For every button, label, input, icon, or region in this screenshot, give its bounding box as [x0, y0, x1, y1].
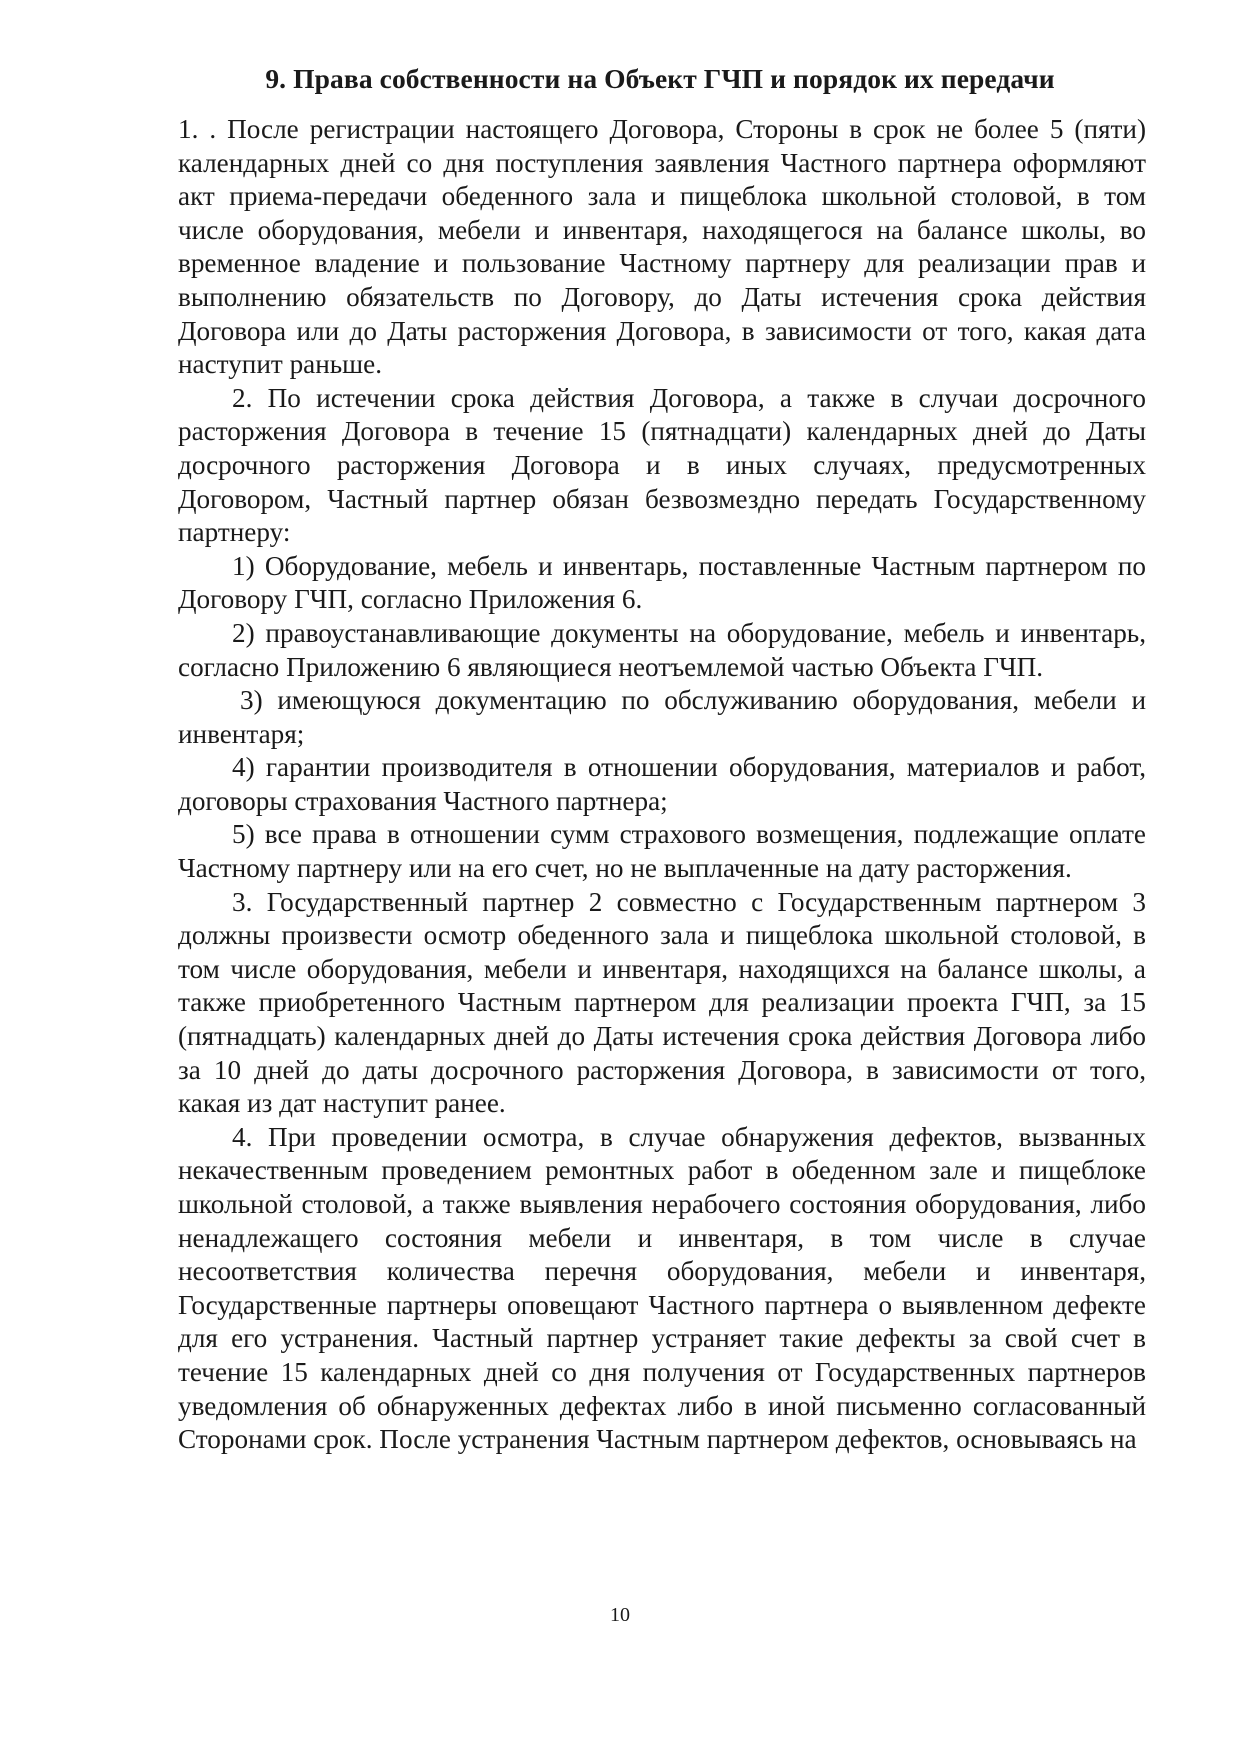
list-item-maintenance-docs: 3) имеющуюся документацию по обслуживанию оборудования, мебели и инвентаря;	[178, 685, 1146, 749]
paragraph-1-registration: 1. . После регистрации настоящего Договора, Стороны в срок не более 5 (пяти) календарных дней со дня поступления заявления Частного партнера оформляют акт приема-передачи обеденного зала и пищеблока школьной столовой, в том числе оборудования, мебели и инвентаря, находящегося на балансе школы, во временное владение и пользование Частному партнеру для реализации прав и выполнению обязательств по Договору, до Даты истечения срока действия Договора или до Даты расторжения Договора, в зависимости от того, какая дата наступит раньше.	[178, 114, 1146, 380]
list-item-warranties: 4) гарантии производителя в отношении оборудования, материалов и работ, договоры страхования Частного партнера;	[178, 752, 1146, 816]
section-heading: 9. Права собственности на Объект ГЧП и порядок их передачи	[265, 63, 1055, 94]
paragraph-3-inspection: 3. Государственный партнер 2 совместно с Государственным партнером 3 должны произвести осмотр обеденного зала и пищеблока школьной столовой, в том числе оборудования, мебели и инвентаря, находящихся на балансе школы, а также приобретенного Частным партнером для реализации проекта ГЧП, за 15 (пятнадцать) календарных дней до Даты истечения срока действия Договора либо за 10 дней до даты досрочного расторжения Договора, в зависимости от того, какая из дат наступит ранее.	[178, 886, 1146, 1119]
paragraph-4-defects: 4. При проведении осмотра, в случае обнаружения дефектов, вызванных некачественным проведением ремонтных работ в обеденном зале и пищеблоке школьной столовой, а также выявления нерабочего состояния оборудования, либо ненадлежащего состояния мебели и инвентаря, в том числе в случае несоответствия количества перечня оборудования, мебели и инвентаря, Государственные партнеры оповещают Частного партнера о выявленном дефекте для его устранения. Частный партнер устраняет такие дефекты за свой счет в течение 15 календарных дней со дня получения от Государственных партнеров уведомления об обнаруженных дефектах либо в иной письменно согласованный Сторонами срок. После устранения Частным партнером дефектов, основываясь на	[178, 1121, 1146, 1455]
list-item-title-documents: 2) правоустанавливающие документы на оборудование, мебель и инвентарь, согласно Приложению 6 являющиеся неотъемлемой частью Объекта ГЧП.	[178, 617, 1146, 682]
page-number: 10	[610, 1604, 630, 1626]
list-item-insurance-rights: 5) все права в отношении сумм страхового возмещения, подлежащие оплате Частному партнеру или на его счет, но не выплаченные на дату расторжения.	[178, 819, 1146, 884]
list-item-equipment: 1) Оборудование, мебель и инвентарь, поставленные Частным партнером по Договору ГЧП, согласно Приложения 6.	[178, 550, 1146, 615]
document-body	[178, 113, 1146, 1457]
paragraph-2-transfer-obligation: 2. По истечении срока действия Договора, а также в случаи досрочного расторжения Договора в течение 15 (пятнадцати) календарных дней до Даты досрочного расторжения Договора и в иных случаях, предусмотренных Договором, Частный партнер обязан безвозмездно передать Государственному партнеру:	[178, 382, 1146, 548]
